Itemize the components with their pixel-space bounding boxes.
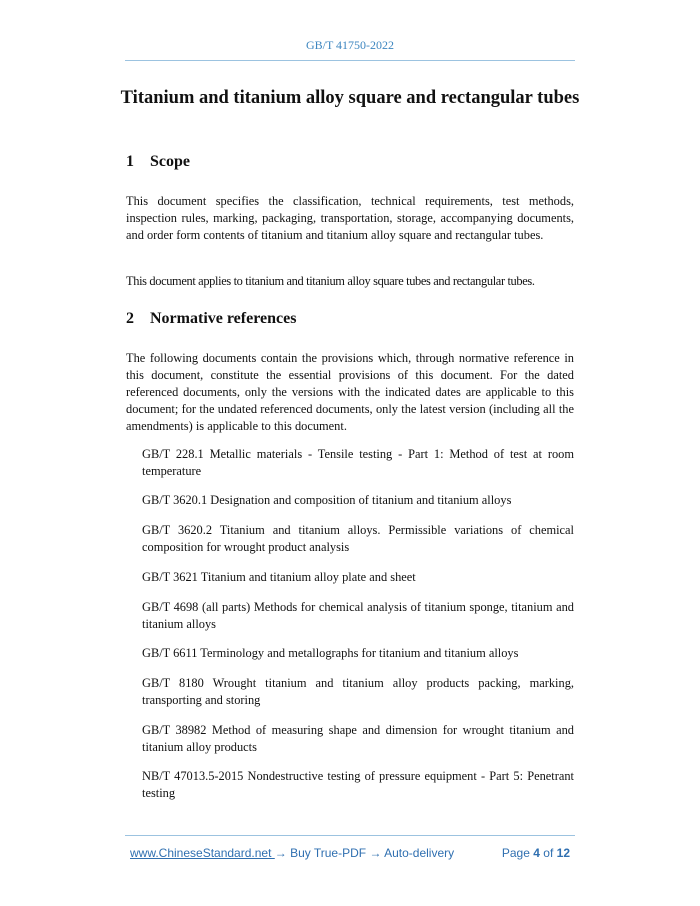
footer-divider bbox=[125, 835, 575, 836]
total-pages: 12 bbox=[556, 846, 570, 860]
page-indicator: Page 4 of 12 bbox=[501, 846, 570, 860]
section-1-heading bbox=[126, 153, 574, 171]
document-title: Titanium and titanium alloy square and rectangular tubes bbox=[120, 88, 580, 108]
current-page: 4 bbox=[533, 846, 540, 860]
scope-paragraph-2: This document applies to titanium and titanium alloy square tubes and rectangular tubes. bbox=[126, 274, 535, 288]
reference-item: GB/T 3620.2 Titanium and titanium alloys. Permissible variations of chemical composition for wrought product analysis bbox=[142, 523, 574, 554]
scope-paragraph-1: This document specifies the classification, technical requirements, test methods, inspection rules, marking, packaging, transportation, storage, accompanying documents, and order form contents of titanium and titanium alloy square and rectangular tubes. bbox=[126, 194, 574, 242]
buy-true-pdf-text: Buy True-PDF bbox=[286, 846, 370, 860]
arrow-right-icon: → bbox=[274, 846, 287, 860]
normative-intro-paragraph: The following documents contain the provisions which, through normative reference in this document, constitute the essential provisions of this document. For the dated referenced documents, only the versions with the indicated dates are applicable to this document; for the undated referenced documents, only the latest version (including all the amendments) is applicable to this document. bbox=[126, 351, 574, 433]
header-divider bbox=[125, 60, 575, 61]
section-title: Normative references bbox=[150, 310, 297, 327]
reference-item: GB/T 3620.1 Designation and composition of titanium and titanium alloys bbox=[142, 493, 512, 507]
section-number: 1 bbox=[126, 153, 134, 170]
chinese-standard-link[interactable]: www.ChineseStandard.net bbox=[130, 846, 275, 860]
reference-item: GB/T 8180 Wrought titanium and titanium alloy products packing, marking, transporting and storing bbox=[142, 676, 574, 707]
reference-item: GB/T 228.1 Metallic materials - Tensile testing - Part 1: Method of test at room temperature bbox=[142, 447, 574, 478]
arrow-right-icon: → bbox=[369, 846, 382, 860]
auto-delivery-text: Auto-delivery bbox=[381, 846, 455, 860]
reference-item: GB/T 4698 (all parts) Methods for chemical analysis of titanium sponge, titanium and titanium alloys bbox=[142, 600, 574, 631]
document-code-header: GB/T 41750-2022 bbox=[305, 38, 395, 52]
reference-item: GB/T 3621 Titanium and titanium alloy plate and sheet bbox=[142, 570, 416, 584]
section-title: Scope bbox=[150, 153, 190, 170]
reference-item: GB/T 38982 Method of measuring shape and dimension for wrought titanium and titanium alloy products bbox=[142, 723, 574, 754]
section-2-heading bbox=[126, 310, 574, 328]
reference-item: GB/T 6611 Terminology and metallographs for titanium and titanium alloys bbox=[142, 646, 519, 660]
reference-item: NB/T 47013.5-2015 Nondestructive testing of pressure equipment - Part 5: Penetrant testing bbox=[142, 769, 574, 800]
section-number: 2 bbox=[126, 310, 134, 327]
page-footer bbox=[130, 846, 570, 860]
